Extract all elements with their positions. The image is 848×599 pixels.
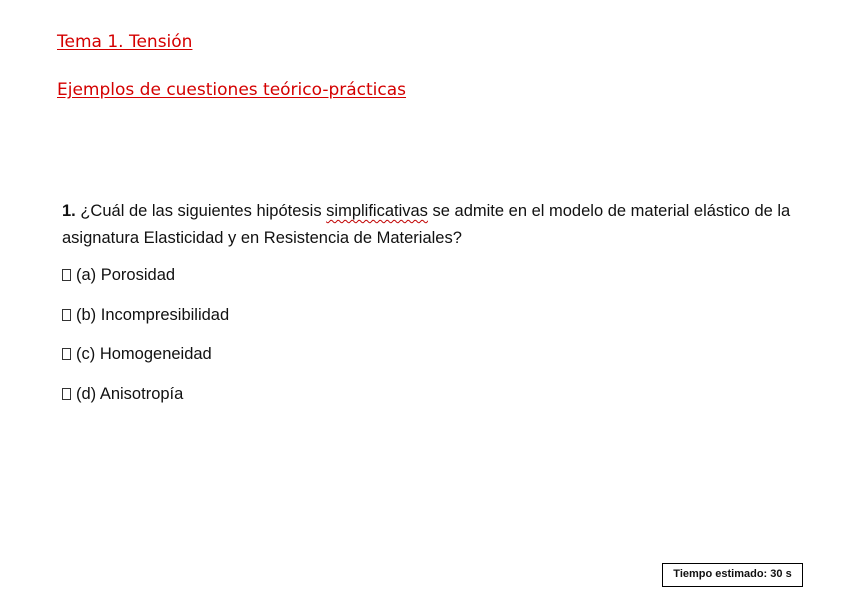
time-estimate-box: Tiempo estimado: 30 s [662, 563, 803, 587]
option-c[interactable] [62, 344, 212, 364]
option-a[interactable] [62, 265, 175, 285]
checkbox-icon[interactable] [62, 269, 71, 281]
question-text-start: ¿Cuál de las siguientes hipótesis [75, 202, 327, 220]
spellcheck-word: simplificativas [326, 202, 428, 220]
option-label: (c) Homogeneidad [76, 345, 212, 363]
option-label: (a) Porosidad [76, 266, 176, 284]
checkbox-icon[interactable] [62, 309, 71, 321]
checkbox-icon[interactable] [62, 388, 71, 400]
checkbox-icon[interactable] [62, 348, 71, 360]
page-subtitle[interactable]: Ejemplos de cuestiones teórico-prácticas [57, 80, 407, 100]
question-text-end: se admite en el modelo de material elástico de la asignatura Elasticidad y en Resistencia de Materiales? [62, 202, 791, 247]
option-b[interactable] [62, 305, 229, 325]
option-label: (d) Anisotropía [76, 385, 184, 403]
question-number: 1. [62, 202, 76, 220]
question-text [62, 198, 812, 252]
option-label: (b) Incompresibilidad [76, 306, 230, 324]
page-title[interactable]: Tema 1. Tensión [57, 32, 193, 52]
option-d[interactable] [62, 384, 183, 404]
